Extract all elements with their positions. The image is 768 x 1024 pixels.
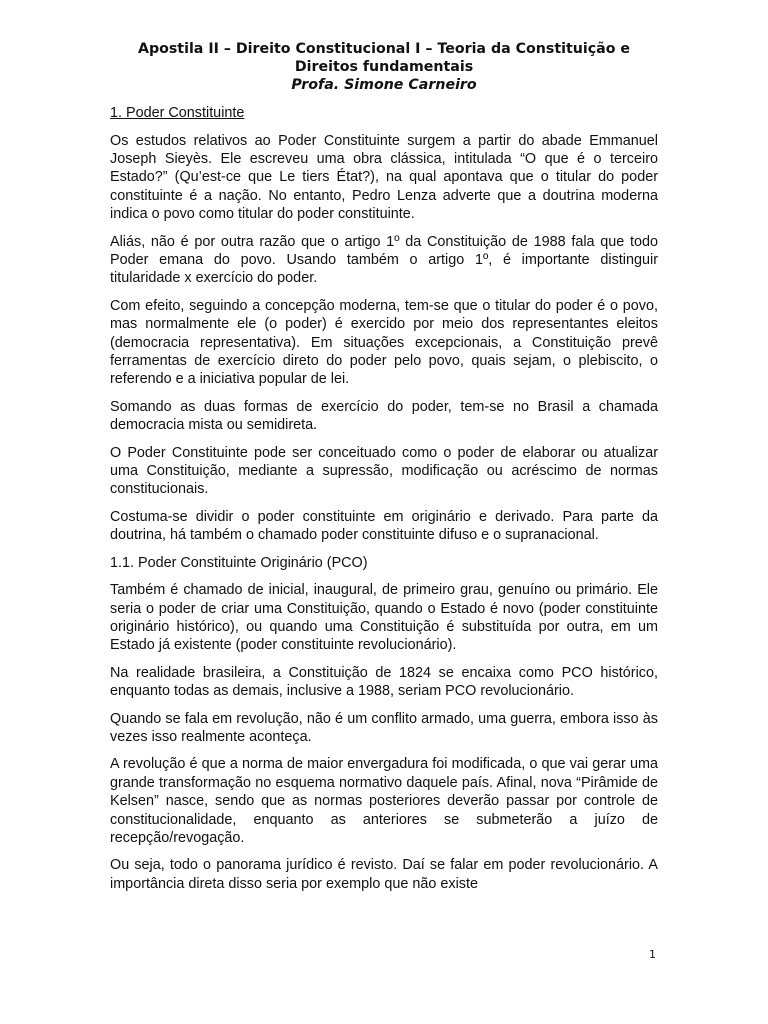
paragraph: Costuma-se dividir o poder constituinte em originário e derivado. Para parte da doutrina, há também o chamado poder constituinte difuso e o supranacional. [110,508,658,544]
paragraph: Aliás, não é por outra razão que o artigo 1º da Constituição de 1988 fala que todo Poder emana do povo. Usando também o artigo 1º, é importante distinguir titularidade x exercício do poder. [110,233,658,287]
paragraph: Somando as duas formas de exercício do poder, tem-se no Brasil a chamada democracia mista ou semidireta. [110,398,658,434]
paragraph: Com efeito, seguindo a concepção moderna, tem-se que o titular do poder é o povo, mas normalmente ele (o poder) é exercido por meio dos representantes eleitos (democracia representativa). Em situações excepcionais, a Constituição prevê ferramentas de exercício direto do poder pelo povo, quais sejam, o plebiscito, o referendo e a iniciativa popular de lei. [110,297,658,388]
page-number: 1 [649,948,656,961]
section-title-poder-constituinte: 1. Poder Constituinte [110,105,245,121]
paragraph: Ou seja, todo o panorama jurídico é revisto. Daí se falar em poder revolucionário. A importância direta disso seria por exemplo que não existe [110,857,658,892]
header-author: Profa. Simone Carneiro [291,77,477,93]
paragraph: O Poder Constituinte pode ser conceituado como o poder de elaborar ou atualizar uma Constituição, mediante a supressão, modificação ou acréscimo de normas constitucionais. [110,444,658,498]
section-title-pco: 1.1. Poder Constituinte Originário (PCO) [110,554,368,571]
header-title-line-1: Apostila II – Direito Constitucional I – Teoria da Constituição e [137,41,631,57]
paragraph: Quando se fala em revolução, não é um conflito armado, uma guerra, embora isso às vezes isso realmente aconteça. [110,710,658,745]
header-title-line-2: Direitos fundamentais [294,59,474,75]
paragraph: Na realidade brasileira, a Constituição de 1824 se encaixa como PCO histórico, enquanto todas as demais, inclusive a 1988, seriam PCO revolucionário. [110,664,658,700]
document-header [96,40,672,94]
paragraph: Os estudos relativos ao Poder Constituinte surgem a partir do abade Emmanuel Joseph Sieyès. Ele escreveu uma obra clássica, intitulada “O que é o terceiro Estado?” (Qu’est-ce que Le tiers État?), na qual apontava que o titular do poder constituinte é a nação. No entanto, Pedro Lenza adverte que a doutrina moderna indica o povo como titular do poder constituinte. [110,132,658,223]
paragraph: A revolução é que a norma de maior envergadura foi modificada, o que vai gerar uma grande transformação no esquema normativo daquele país. Afinal, nova “Pirâmide de Kelsen” nasce, sendo que as normas posteriores deverão passar por controle de constitucionalidade, enquanto as anteriores se submeterão a juízo de recepção/revogação. [110,756,658,846]
document-page [110,40,658,902]
paragraph: Também é chamado de inicial, inaugural, de primeiro grau, genuíno ou primário. Ele seria o poder de criar uma Constituição, quando o Estado é novo (poder constituinte originário histórico), ou quando uma Constituição é substituída por outra, em um Estado já existente (poder constituinte revolucionário). [110,582,658,654]
